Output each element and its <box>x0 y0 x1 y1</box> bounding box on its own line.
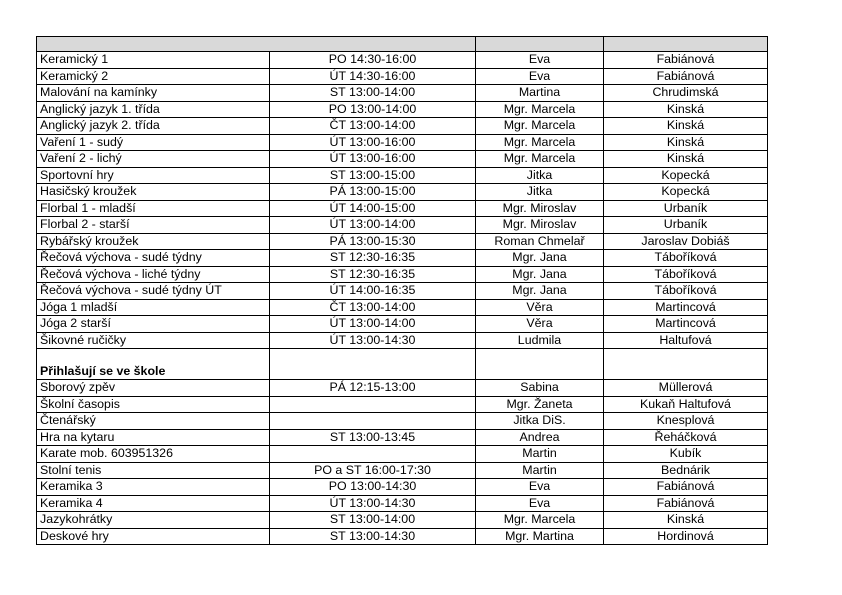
first-name-cell: Eva <box>476 495 604 512</box>
first-name-cell: Andrea <box>476 429 604 446</box>
first-name-cell: Mgr. Marcela <box>476 134 604 151</box>
activity-cell: Řečová výchova - liché týdny <box>37 266 270 283</box>
last-name-cell: Kinská <box>604 151 768 168</box>
first-name-cell: Mgr. Marcela <box>476 512 604 529</box>
activity-cell: Čtenářský <box>37 413 270 430</box>
last-name-cell: Fabiánová <box>604 52 768 69</box>
time-cell <box>270 396 476 413</box>
table-row <box>37 101 768 118</box>
last-name-cell: Urbaník <box>604 200 768 217</box>
first-name-cell: Jitka <box>476 184 604 201</box>
table-row <box>37 200 768 217</box>
activity-cell: Keramika 4 <box>37 495 270 512</box>
last-name-cell: Kopecká <box>604 184 768 201</box>
table-row <box>37 429 768 446</box>
time-cell: PO a ST 16:00-17:30 <box>270 462 476 479</box>
table-row <box>37 462 768 479</box>
activity-cell: Školní časopis <box>37 396 270 413</box>
table-row <box>37 118 768 135</box>
last-name-cell: Fabiánová <box>604 479 768 496</box>
first-name-cell: Mgr. Miroslav <box>476 217 604 234</box>
last-name-cell: Bednárik <box>604 462 768 479</box>
last-name-cell: Hordinová <box>604 528 768 545</box>
empty-cell <box>270 349 476 380</box>
activity-cell: Šikovné ručičky <box>37 332 270 349</box>
table-row <box>37 52 768 69</box>
activity-cell: Malování na kamínky <box>37 85 270 102</box>
first-name-cell: Martin <box>476 462 604 479</box>
last-name-cell: Urbaník <box>604 217 768 234</box>
table-row <box>37 233 768 250</box>
last-name-cell: Müllerová <box>604 380 768 397</box>
table-row <box>37 479 768 496</box>
activity-cell: Hra na kytaru <box>37 429 270 446</box>
time-cell: ČT 13:00-14:00 <box>270 299 476 316</box>
time-cell: ÚT 14:30-16:00 <box>270 68 476 85</box>
activity-cell: Řečová výchova - sudé týdny <box>37 250 270 267</box>
last-name-cell: Kinská <box>604 134 768 151</box>
time-cell: ÚT 14:00-15:00 <box>270 200 476 217</box>
activity-cell: Florbal 1 - mladší <box>37 200 270 217</box>
time-cell: ÚT 13:00-14:00 <box>270 217 476 234</box>
table-row <box>37 217 768 234</box>
table-row <box>37 446 768 463</box>
table-row <box>37 380 768 397</box>
time-cell: ÚT 13:00-16:00 <box>270 134 476 151</box>
activity-cell: Anglický jazyk 2. třída <box>37 118 270 135</box>
table-row <box>37 184 768 201</box>
first-name-cell: Mgr. Marcela <box>476 118 604 135</box>
last-name-cell: Fabiánová <box>604 495 768 512</box>
time-cell: PO 14:30-16:00 <box>270 52 476 69</box>
first-name-cell: Věra <box>476 316 604 333</box>
time-cell <box>270 413 476 430</box>
last-name-cell: Knesplová <box>604 413 768 430</box>
activity-cell: Keramický 2 <box>37 68 270 85</box>
activity-cell: Stolní tenis <box>37 462 270 479</box>
table-row <box>37 167 768 184</box>
time-cell: ČT 13:00-14:00 <box>270 118 476 135</box>
first-name-cell: Mgr. Martina <box>476 528 604 545</box>
activity-cell: Florbal 2 - starší <box>37 217 270 234</box>
section-row <box>37 349 768 380</box>
time-cell: ST 13:00-13:45 <box>270 429 476 446</box>
first-name-cell: Eva <box>476 52 604 69</box>
table-row <box>37 151 768 168</box>
activity-cell: Keramický 1 <box>37 52 270 69</box>
first-name-cell: Mgr. Jana <box>476 283 604 300</box>
first-name-cell: Mgr. Marcela <box>476 101 604 118</box>
first-name-cell: Věra <box>476 299 604 316</box>
table-row <box>37 299 768 316</box>
last-name-cell: Kukaň Haltufová <box>604 396 768 413</box>
table-row <box>37 528 768 545</box>
first-name-cell: Mgr. Jana <box>476 250 604 267</box>
first-name-cell: Mgr. Miroslav <box>476 200 604 217</box>
empty-cell <box>476 349 604 380</box>
activity-cell: Karate mob. 603951326 <box>37 446 270 463</box>
time-cell: PO 13:00-14:30 <box>270 479 476 496</box>
activity-cell: Keramika 3 <box>37 479 270 496</box>
activities-table <box>36 36 768 545</box>
last-name-cell: Kopecká <box>604 167 768 184</box>
activity-cell: Anglický jazyk 1. třída <box>37 101 270 118</box>
first-name-cell: Jitka <box>476 167 604 184</box>
last-name-cell: Martincová <box>604 299 768 316</box>
time-cell: ÚT 13:00-14:30 <box>270 495 476 512</box>
time-cell: ÚT 13:00-14:30 <box>270 332 476 349</box>
table-row <box>37 495 768 512</box>
last-name-cell: Chrudimská <box>604 85 768 102</box>
activities-sheet <box>36 36 767 545</box>
time-cell: ST 13:00-14:30 <box>270 528 476 545</box>
first-name-cell: Mgr. Marcela <box>476 151 604 168</box>
table-row <box>37 250 768 267</box>
header-cell-first-name <box>476 37 604 52</box>
table-row <box>37 413 768 430</box>
activity-cell: Vaření 1 - sudý <box>37 134 270 151</box>
header-row <box>37 37 768 52</box>
last-name-cell: Táboříková <box>604 266 768 283</box>
section-heading: Přihlašují se ve škole <box>37 349 270 380</box>
last-name-cell: Kinská <box>604 118 768 135</box>
first-name-cell: Martin <box>476 446 604 463</box>
empty-cell <box>604 349 768 380</box>
last-name-cell: Kinská <box>604 512 768 529</box>
activity-cell: Rybářský kroužek <box>37 233 270 250</box>
activity-cell: Vaření 2 - lichý <box>37 151 270 168</box>
first-name-cell: Mgr. Žaneta <box>476 396 604 413</box>
first-name-cell: Eva <box>476 479 604 496</box>
activity-cell: Jóga 1 mladší <box>37 299 270 316</box>
first-name-cell: Eva <box>476 68 604 85</box>
activity-cell: Deskové hry <box>37 528 270 545</box>
last-name-cell: Haltufová <box>604 332 768 349</box>
time-cell: PÁ 12:15-13:00 <box>270 380 476 397</box>
table-row <box>37 316 768 333</box>
time-cell: ST 13:00-15:00 <box>270 167 476 184</box>
table-row <box>37 68 768 85</box>
activity-cell: Sportovní hry <box>37 167 270 184</box>
first-name-cell: Martina <box>476 85 604 102</box>
time-cell: ST 13:00-14:00 <box>270 512 476 529</box>
table-row <box>37 283 768 300</box>
last-name-cell: Kubík <box>604 446 768 463</box>
time-cell: ÚT 14:00-16:35 <box>270 283 476 300</box>
time-cell: ÚT 13:00-14:00 <box>270 316 476 333</box>
time-cell: ST 13:00-14:00 <box>270 85 476 102</box>
last-name-cell: Kinská <box>604 101 768 118</box>
table-row <box>37 332 768 349</box>
time-cell: PÁ 13:00-15:30 <box>270 233 476 250</box>
table-row <box>37 266 768 283</box>
activity-cell: Jóga 2 starší <box>37 316 270 333</box>
table-row <box>37 85 768 102</box>
first-name-cell: Roman Chmelař <box>476 233 604 250</box>
last-name-cell: Jaroslav Dobiáš <box>604 233 768 250</box>
activity-cell: Sborový zpěv <box>37 380 270 397</box>
time-cell: PÁ 13:00-15:00 <box>270 184 476 201</box>
header-cell-activity <box>37 37 476 52</box>
table-row <box>37 512 768 529</box>
time-cell: ÚT 13:00-16:00 <box>270 151 476 168</box>
first-name-cell: Sabina <box>476 380 604 397</box>
first-name-cell: Mgr. Jana <box>476 266 604 283</box>
last-name-cell: Martincová <box>604 316 768 333</box>
last-name-cell: Táboříková <box>604 283 768 300</box>
activity-cell: Jazykohrátky <box>37 512 270 529</box>
time-cell: ST 12:30-16:35 <box>270 266 476 283</box>
table-row <box>37 134 768 151</box>
header-cell-last-name <box>604 37 768 52</box>
first-name-cell: Ludmila <box>476 332 604 349</box>
last-name-cell: Řeháčková <box>604 429 768 446</box>
table-row <box>37 396 768 413</box>
last-name-cell: Fabiánová <box>604 68 768 85</box>
time-cell: PO 13:00-14:00 <box>270 101 476 118</box>
time-cell: ST 12:30-16:35 <box>270 250 476 267</box>
activity-cell: Hasičský kroužek <box>37 184 270 201</box>
time-cell <box>270 446 476 463</box>
first-name-cell: Jitka DiS. <box>476 413 604 430</box>
last-name-cell: Táboříková <box>604 250 768 267</box>
activity-cell: Řečová výchova - sudé týdny ÚT <box>37 283 270 300</box>
